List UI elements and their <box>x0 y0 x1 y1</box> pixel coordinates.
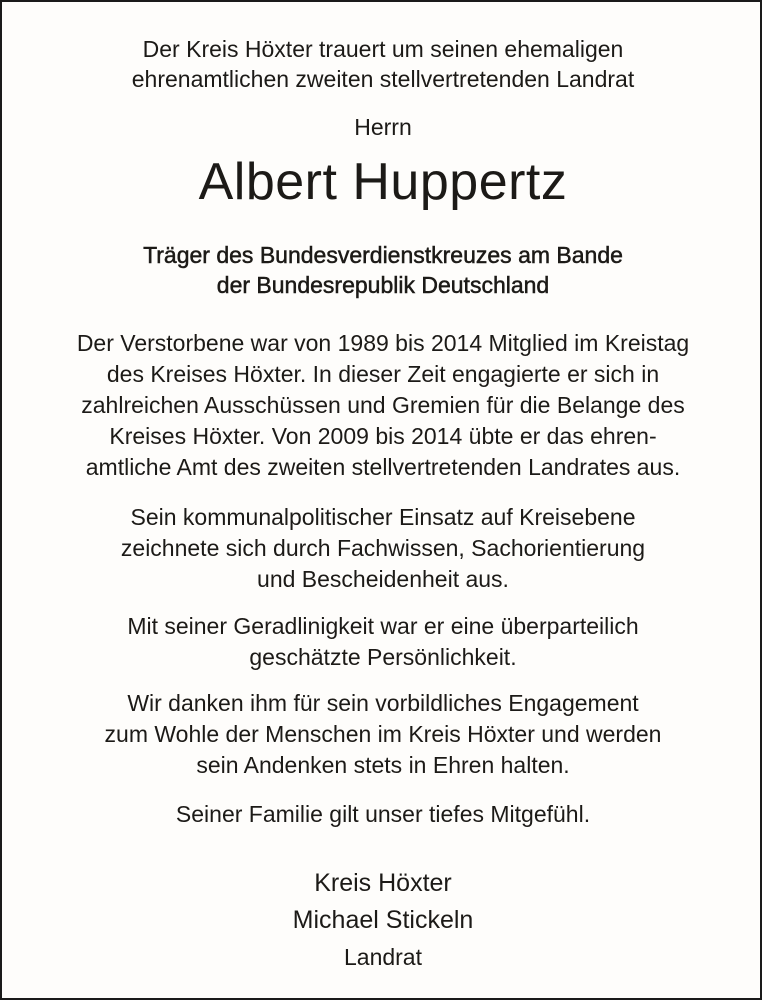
honor-line: Träger des Bundesverdienstkreuzes am Bande <box>143 242 623 268</box>
signature-person: Michael Stickeln <box>292 906 474 934</box>
paragraph-thanks <box>2 688 762 781</box>
salutation: Herrn <box>354 114 412 140</box>
paragraph-line: geschätzte Persönlichkeit. <box>249 644 517 670</box>
paragraph-line: Sein kommunalpolitischer Einsatz auf Kreisebene <box>130 504 636 530</box>
paragraph-line: zeichnete sich durch Fachwissen, Sachorientierung <box>120 535 646 561</box>
paragraph-condolence <box>2 799 762 830</box>
honor-text <box>2 240 762 300</box>
paragraph-line: amtliche Amt des zweiten stellvertretenden Landrates aus. <box>85 454 681 480</box>
paragraph-line: des Kreises Höxter. In dieser Zeit engagierte er sich in <box>106 361 660 387</box>
signature-title: Landrat <box>343 944 422 970</box>
paragraph-commitment <box>2 502 762 595</box>
deceased-name: Albert Huppertz <box>198 153 568 211</box>
paragraph-line: zum Wohle der Menschen im Kreis Höxter und werden <box>104 721 662 747</box>
paragraph-line: Kreises Höxter. Von 2009 bis 2014 übte er das ehren- <box>109 423 657 449</box>
paragraph-line: und Bescheidenheit aus. <box>257 566 509 592</box>
intro-text <box>2 34 762 94</box>
paragraph-line: sein Andenken stets in Ehren halten. <box>196 752 570 778</box>
intro-line: Der Kreis Höxter trauert um seinen ehemaligen <box>142 36 624 62</box>
signature-organization: Kreis Höxter <box>314 869 452 897</box>
paragraph-line: Wir danken ihm für sein vorbildliches Engagement <box>127 690 639 716</box>
paragraph-career <box>2 328 762 483</box>
honor-line: der Bundesrepublik Deutschland <box>216 272 550 298</box>
paragraph-line: Seiner Familie gilt unser tiefes Mitgefühl. <box>175 801 591 827</box>
paragraph-line: Der Verstorbene war von 1989 bis 2014 Mitglied im Kreistag <box>76 330 690 356</box>
paragraph-personality <box>2 611 762 673</box>
paragraph-line: zahlreichen Ausschüssen und Gremien für die Belange des <box>81 392 685 418</box>
signature-block <box>2 865 762 976</box>
paragraph-line: Mit seiner Geradlinigkeit war er eine überparteilich <box>127 613 639 639</box>
intro-line: ehrenamtlichen zweiten stellvertretenden Landrat <box>131 66 635 92</box>
